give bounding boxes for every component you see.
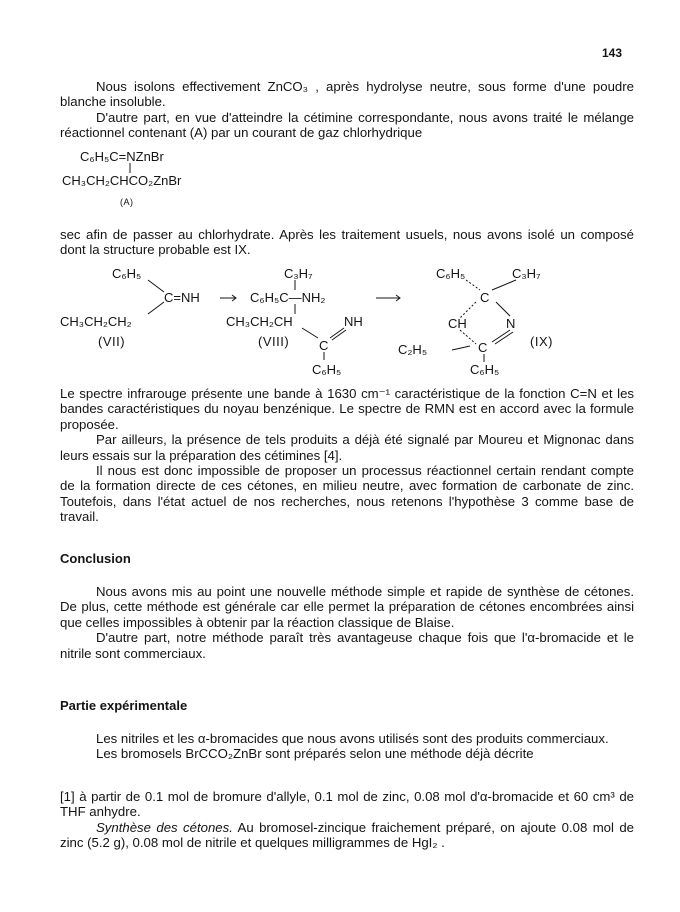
- viii-nh: NH: [344, 314, 363, 329]
- paragraph-2: D'autre part, en vue d'atteindre la cétimine correspondante, nous avons traité le mélange réactionnel contenant (A) par un courant de gaz chlorhydrique: [60, 109, 634, 141]
- paragraph-10: Les bromosels BrCCO₂ZnBr sont préparés selon une méthode déjà décrite: [96, 746, 534, 762]
- ix-c-bottom: C: [478, 340, 488, 355]
- ix-ethyl: C₂H₅: [398, 342, 428, 357]
- ix-tag: (IX): [530, 334, 553, 349]
- viii-propyl: C₃H₇: [284, 266, 313, 281]
- ix-n: N: [506, 316, 516, 331]
- viii-ethyl: CH₃CH₂CH: [226, 314, 293, 329]
- viii-c: C: [319, 338, 329, 353]
- ix-propyl: C₃H₇: [512, 266, 541, 281]
- formula-a-line-1: C₆H₅C=NZnBr: [80, 149, 164, 164]
- paragraph-12: [60, 820, 634, 851]
- paragraph-4: Le spectre infrarouge présente une bande à 1630 cm⁻¹ caractéristique de la fonction C=N et les bandes caractéristiques du noyau benzénique. Le spectre de RMN est en accord avec la formule proposée.: [60, 386, 634, 432]
- paragraph-7: Nous avons mis au point une nouvelle méthode simple et rapide de synthèse de cétones. De plus, cette méthode est générale car elle permet la préparation de cétones encombrées ainsi que celles impossibles à obtenir par la réaction classique de Blaise.: [60, 584, 634, 630]
- paragraph-3: sec afin de passer au chlorhydrate. Après les traitement usuels, nous avons isolé un composé dont la structure probable est IX.: [60, 227, 634, 258]
- ix-ch: CH: [448, 316, 467, 331]
- viii-main: C₆H₅C—NH₂: [250, 290, 326, 305]
- paragraph-12-title: Synthèse des cétones.: [96, 819, 233, 835]
- ix-phenyl-bottom: C₆H₅: [470, 362, 500, 377]
- paragraph-11: [1] à partir de 0.1 mol de bromure d'allyle, 0.1 mol de zinc, 0.08 mol d'α-bromacide et 60 cm³ de THF anhydre.: [60, 789, 634, 820]
- paragraph-1: Nous isolons effectivement ZnCO₃ , après hydrolyse neutre, sous forme d'une poudre blanche insoluble.: [60, 79, 634, 110]
- viii-tag: (VIII): [258, 334, 290, 349]
- ix-phenyl-top: C₆H₅: [436, 266, 466, 281]
- page-number: 143: [602, 46, 623, 60]
- vii-cnh: C=NH: [164, 290, 200, 305]
- reaction-scheme: [60, 266, 640, 384]
- formula-a-line-2: CH₃CH₂CHCO₂ZnBr: [62, 173, 182, 188]
- paragraph-5: Par ailleurs, la présence de tels produits a déjà été signalé par Moureu et Mignonac dans leurs essais sur la préparation des cétimines [4].: [60, 432, 634, 463]
- formula-a-tag: (A): [120, 197, 134, 207]
- paragraph-9: Les nitriles et les α-bromacides que nous avons utilisés sont des produits commerciaux.: [96, 731, 609, 746]
- viii-phenyl: C₆H₅: [312, 362, 342, 377]
- heading-partie-experimentale: Partie expérimentale: [60, 698, 188, 713]
- paragraph-8: D'autre part, notre méthode paraît très avantageuse chaque fois que l'α-bromacide et le nitrile sont commerciaux.: [60, 630, 634, 661]
- vii-tag: (VII): [98, 334, 126, 349]
- paragraph-12-text: Au bromosel-zincique fraichement préparé, on ajoute 0.08 mol de zinc (5.2 g), 0.08 mol de nitrile et quelques milligrammes de HgI₂ .: [60, 819, 635, 851]
- ix-c-top: C: [480, 290, 490, 305]
- paragraph-6: Il nous est donc impossible de proposer un processus réactionnel certain rendant compte de la formation directe de ces cétones, en milieu neutre, avec formation de carbonate de zinc. Toutefois, dans l'état actuel de nos recherches, nous retenons l'hypothèse 3 comme base de travail.: [60, 463, 634, 525]
- heading-conclusion: Conclusion: [60, 551, 131, 566]
- vii-propyl: CH₃CH₂CH₂: [60, 314, 132, 329]
- formula-a: [62, 149, 262, 215]
- vii-phenyl: C₆H₅: [112, 266, 142, 281]
